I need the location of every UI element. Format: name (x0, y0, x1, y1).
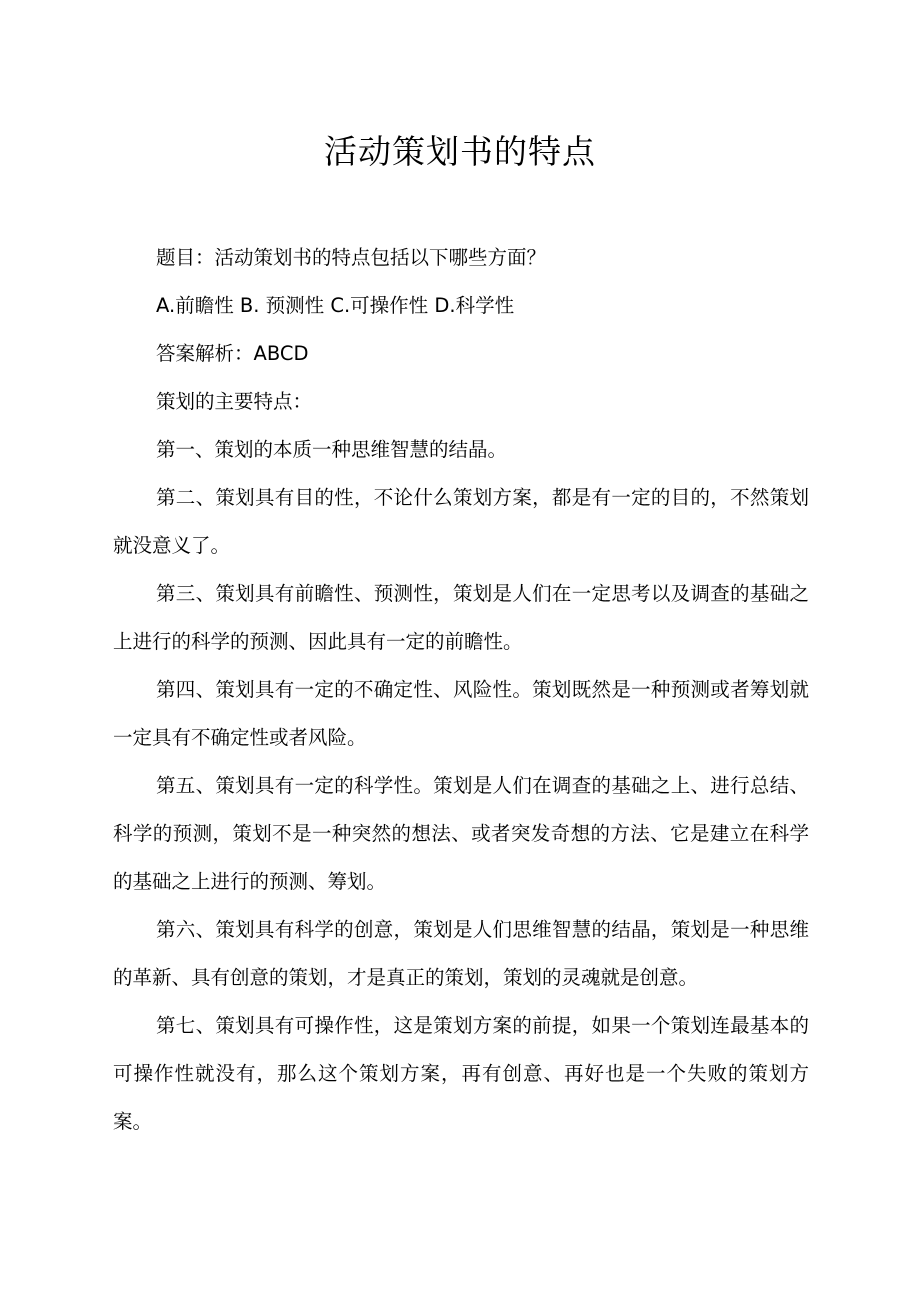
point-2-paragraph: 第二、策划具有目的性，不论什么策划方案，都是有一定的目的，不然策划就没意义了。 (113, 486, 809, 557)
point-6-paragraph: 第六、策划具有科学的创意，策划是人们思维智慧的结晶，策划是一种思维的革新、具有创意的策划，才是真正的策划，策划的灵魂就是创意。 (113, 918, 809, 989)
point-1-paragraph: 第一、策划的本质一种思维智慧的结晶。 (156, 438, 508, 461)
question-paragraph: 题目：活动策划书的特点包括以下哪些方面？ (156, 246, 547, 269)
options-paragraph: A.前瞻性 B. 预测性 C.可操作性 D.科学性 (156, 294, 515, 317)
point-7-paragraph: 第七、策划具有可操作性，这是策划方案的前提，如果一个策划连最基本的可操作性就没有，那么这个策划方案，再有创意、再好也是一个失败的策划方案。 (113, 1014, 809, 1133)
section-heading-paragraph: 策划的主要特点： (156, 390, 313, 413)
document-title: 活动策划书的特点 (324, 132, 596, 171)
point-4-paragraph: 第四、策划具有一定的不确定性、风险性。策划既然是一种预测或者筹划就一定具有不确定性或者风险。 (113, 678, 809, 749)
answer-paragraph: 答案解析：ABCD (156, 342, 309, 365)
point-5-paragraph: 第五、策划具有一定的科学性。策划是人们在调查的基础之上、进行总结、科学的预测，策划不是一种突然的想法、或者突发奇想的方法、它是建立在科学的基础之上进行的预测、筹划。 (113, 774, 809, 893)
point-3-paragraph: 第三、策划具有前瞻性、预测性，策划是人们在一定思考以及调查的基础之上进行的科学的预测、因此具有一定的前瞻性。 (113, 582, 809, 653)
document-body (113, 234, 809, 1146)
